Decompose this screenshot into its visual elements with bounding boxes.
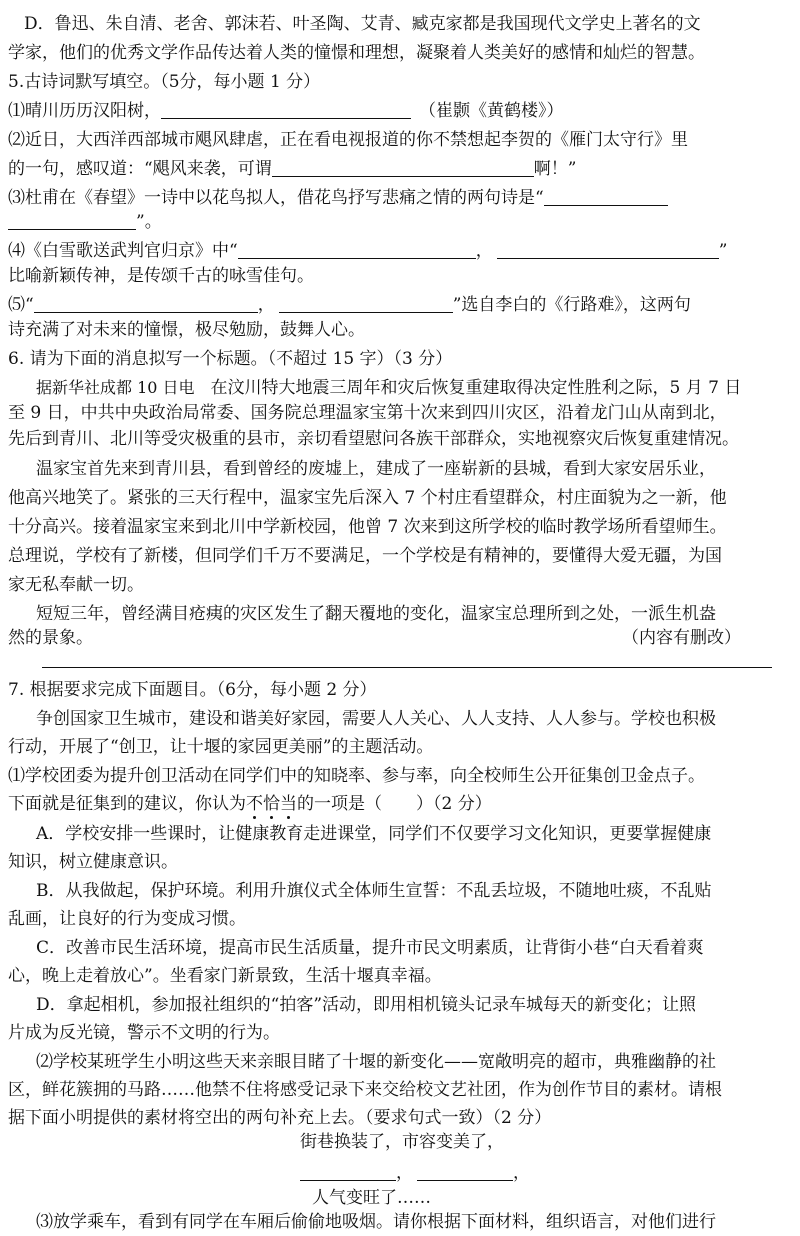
- q7-intro-line1: 争创国家卫生城市，建设和谐美好家园，需要人人关心、人人支持、人人参与。学校也积极: [36, 709, 716, 729]
- q5-item1-blank[interactable]: [161, 102, 411, 119]
- q5-item5-blank2[interactable]: [279, 296, 453, 313]
- q5-item5-line1: [8, 295, 691, 315]
- q5-item4-line2: 比喻新颖传神，是传颂千古的咏雪佳句。: [8, 266, 314, 286]
- q7-option-d-line1: D．拿起相机，参加报社组织的“拍客”活动，即用相机镜头记录车城每天的新变化；让照: [36, 995, 697, 1015]
- q7-sub1-line1: ⑴学校团委为提升创卫活动在同学们中的知晓率、参与率，向全校师生公开征集创卫金点子。: [8, 766, 705, 786]
- q7-sub2-line2: 区，鲜花簇拥的马路……他禁不住将感受记录下来交给校文艺社团，作为创作节目的素材。请根: [8, 1080, 722, 1100]
- q5-item4-text: ⑷《白雪歌送武判官归京》中“: [8, 241, 238, 261]
- q5-item4-blank1[interactable]: [238, 242, 476, 259]
- q7-sub1-line2: [8, 794, 492, 814]
- q5-item3-line1: [8, 188, 668, 208]
- emphasis-char-3: 当: [280, 794, 297, 814]
- q5-item4-comma: ，: [475, 241, 493, 261]
- q7-option-d-line2: 片成为反光镜，警示不文明的行为。: [8, 1023, 280, 1043]
- q7-sub1-prefix: 下面就是征集到的建议，你认为: [8, 794, 246, 814]
- q6-note: （内容有删改）: [622, 628, 741, 648]
- q6-dateline: 据新华社成都 10 日电: [36, 378, 195, 397]
- q7-option-a-line2: 知识，树立健康意识。: [8, 852, 178, 872]
- q7-option-b-line2: 乱画，让良好的行为变成习惯。: [8, 909, 246, 929]
- q5-item2-line2: [8, 159, 576, 179]
- q6-title: 6. 请为下面的消息拟写一个标题。（不超过 15 字）（3 分）: [8, 349, 453, 369]
- q6-para1-line2: 至 9 日，中共中央政治局常委、国务院总理温家宝第十次来到四川灾区，沿着龙门山从南到北，: [8, 403, 727, 423]
- q6-para2-line4: 总理说，学校有了新楼，但同学们千万不要满足，一个学校是有精神的，要懂得大爱无疆，为国: [8, 546, 722, 566]
- q7-sub1-end: ）（2 分）: [416, 794, 492, 814]
- q5-item4-line1: [8, 241, 727, 261]
- q6-para2-line5: 家无私奉献一切。: [8, 575, 144, 595]
- q7-sub1-mid: 的一项是（: [297, 794, 382, 814]
- q7-poem-line3: 人气变旺了……: [312, 1188, 431, 1208]
- q6-para3-line2: 然的景象。: [8, 628, 93, 648]
- q7-option-c-line1: C．改善市民生活环境，提高市民生活质量，提升市民文明素质，让背街小巷“白天看着爽: [36, 938, 704, 958]
- q5-item4-quote: ”: [718, 241, 728, 261]
- q7-option-c-line2: 心，晚上走着放心”。坐看家门新景致，生活十堰真幸福。: [8, 966, 442, 986]
- q6-para1-line1: [36, 378, 741, 398]
- q6-para2-line2: 他高兴地笑了。紧张的三天行程中，温家宝先后深入 7 个村庄看望群众，村庄面貌为之一新，他: [8, 488, 727, 508]
- q7-sub2-line1: ⑵学校某班学生小明这些天来亲眼目睹了十堰的新变化——宽敞明亮的超市，典雅幽静的社: [36, 1052, 716, 1072]
- q5-item1: [8, 101, 564, 121]
- q6-para3-line1: 短短三年，曾经满目疮痍的灾区发生了翻天覆地的变化，温家宝总理所到之处，一派生机盎: [36, 604, 716, 624]
- q7-poem-comma1: ，: [396, 1163, 413, 1183]
- q5-item5-blank1[interactable]: [34, 296, 258, 313]
- q5-item2-blank[interactable]: [272, 160, 534, 177]
- q7-poem-line1: 街巷换装了，市容变美了，: [300, 1132, 504, 1152]
- q6-answer-line[interactable]: [42, 667, 772, 668]
- q7-option-a-line1: A．学校安排一些课时，让健康教育走进课堂，同学们不仅要学习文化知识，更要掌握健康: [36, 824, 712, 844]
- q6-para1-text: 在汶川特大地震三周年和灾后恢复重建取得决定性胜利之际，5 月 7 日: [210, 378, 742, 398]
- q7-option-b-line1: B．从我做起，保护环境。利用升旗仪式全体师生宣誓：不乱丢垃圾，不随地吐痰，不乱贴: [36, 881, 712, 901]
- q5-item1-source: （崔颢《黄鹤楼》）: [419, 101, 564, 121]
- q7-poem-blank2[interactable]: [417, 1164, 513, 1181]
- q5-item3-end: ”。: [136, 212, 162, 232]
- q5-item3-text: ⑶杜甫在《春望》一诗中以花鸟拟人，借花鸟抒写悲痛之情的两句诗是“: [8, 188, 544, 208]
- q4-option-d-line2: 学家，他们的优秀文学作品传达着人类的憧憬和理想，凝聚着人类美好的感情和灿烂的智慧。: [8, 43, 705, 63]
- q5-item2-line1: ⑵近日，大西洋西部城市飓风肆虐，正在看电视报道的你不禁想起李贺的《雁门太守行》里: [8, 130, 688, 150]
- q5-item5-end: ”选自李白的《行路难》，这两句: [452, 295, 691, 315]
- q7-poem-line2: [300, 1163, 530, 1183]
- q5-item5-text: ⑸“: [8, 295, 34, 315]
- q5-item2-end: 啊！”: [533, 159, 577, 179]
- q5-title: 5.古诗词默写填空。（5分，每小题 1 分）: [8, 72, 321, 92]
- q6-para2-line1: 温家宝首先来到青川县，看到曾经的废墟上，建成了一座崭新的县城，看到大家安居乐业，: [36, 459, 716, 479]
- q4-option-d-line1: D．鲁迅、朱自清、老舍、郭沫若、叶圣陶、艾青、臧克家都是我国现代文学史上著名的文: [24, 14, 701, 34]
- q5-item2-text: 的一句，感叹道：“飓风来袭，可谓: [8, 159, 272, 179]
- emphasis-char-2: 恰: [263, 794, 280, 814]
- q7-sub2-line3: 据下面小明提供的素材将空出的两句补充上去。（要求句式一致）（2 分）: [8, 1108, 552, 1128]
- q5-item3-blank1[interactable]: [544, 189, 668, 206]
- q7-sub3-line1: ⑶放学乘车，看到有同学在车厢后偷偷地吸烟。请你根据下面材料，组织语言，对他们进行: [36, 1212, 716, 1232]
- q6-para1-line3: 先后到青川、北川等受灾极重的县市，亲切看望慰问各族干部群众，实地视察灾后恢复重建情况。: [8, 429, 739, 449]
- q5-item5-line2: 诗充满了对未来的憧憬，极尽勉励，鼓舞人心。: [8, 320, 365, 340]
- q7-poem-blank1[interactable]: [300, 1164, 396, 1181]
- emphasis-char-1: 不: [246, 794, 263, 814]
- q7-poem-comma2: ，: [513, 1163, 530, 1183]
- q5-item1-text: ⑴晴川历历汉阳树，: [8, 101, 161, 121]
- q5-item3-line2: [8, 212, 162, 232]
- q5-item3-blank2[interactable]: [8, 213, 136, 230]
- q7-intro-line2: 行动，开展了“创卫，让十堰的家园更美丽”的主题活动。: [8, 737, 434, 757]
- q6-para2-line3: 十分高兴。接着温家宝来到北川中学新校园，他曾 7 次来到这所学校的临时教学场所看望师生。: [8, 517, 727, 537]
- q5-item5-comma: ，: [257, 295, 275, 315]
- q5-item4-blank2[interactable]: [497, 242, 719, 259]
- q7-title: 7. 根据要求完成下面题目。（6分，每小题 2 分）: [8, 680, 377, 700]
